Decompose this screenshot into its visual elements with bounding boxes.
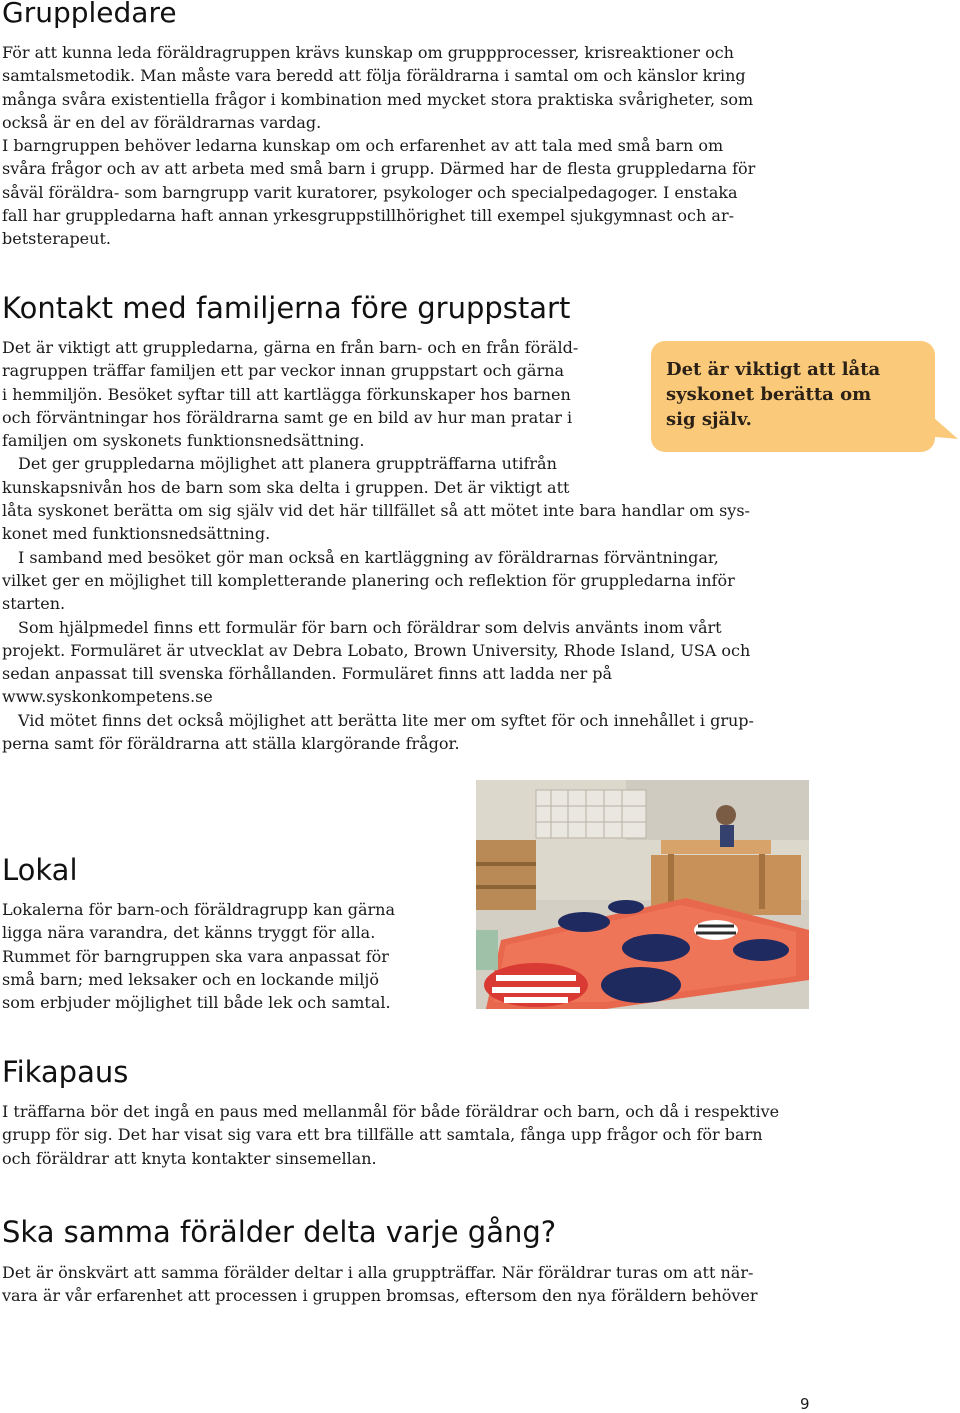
heading-fikapaus: Fikapaus [2,1055,129,1089]
text-line: grupp för sig. Det har visat sig vara ett bra tillfälle att samtala, fånga upp frågor och för barn [2,1125,763,1145]
text-line: vilket ger en möjlighet till kompletterande planering och reflektion för gruppledarna inför [2,570,735,590]
paragraph-kontakt [2,336,754,755]
paragraph-samma-foralder [2,1261,758,1308]
text-line: konet med funktionsnedsättning. [2,524,271,544]
callout-tail [925,410,959,444]
callout-line: syskonet berätta om [666,384,872,405]
page-number: 9 [800,1395,810,1413]
paragraph-lokal [2,898,395,1014]
text-line: och förväntningar hos föräldrarna samt ge en bild av hur man pratar i [2,407,573,427]
callout-text [666,357,880,432]
text-line: små barn; med leksaker och en lockande miljö [2,969,380,989]
text-line: samtalsmetodik. Man måste vara beredd att följa föräldrarna i samtal om och känslor kring [2,66,746,86]
text-line: projekt. Formuläret är utvecklat av Debra Lobato, Brown University, Rhode Island, USA och [2,640,751,660]
website-link[interactable]: www.syskonkompetens.se [2,687,213,707]
playroom-illustration [476,780,809,1009]
text-line: ligga nära varandra, det känns tryggt för alla. [2,923,376,943]
callout-line: Det är viktigt att låta [666,359,881,380]
text-line: i hemmiljön. Besöket syftar till att kartlägga förkunskaper hos barnen [2,384,571,404]
text-line: många svåra existentiella frågor i kombination med mycket stora praktiska svårigheter, som [2,89,754,109]
text-line: och föräldrar att knyta kontakter sinsemellan. [2,1148,377,1168]
text-line: Vid mötet finns det också möjlighet att berätta lite mer om syftet för och innehållet i grup- [18,710,754,730]
heading-samma-foralder: Ska samma förälder delta varje gång? [2,1215,557,1249]
heading-gruppledare: Gruppledare [2,0,177,29]
text-line: ragruppen träffar familjen ett par veckor innan gruppstart och gärna [2,361,565,381]
callout-bubble [651,341,935,452]
text-line: Som hjälpmedel finns ett formulär för barn och föräldrar som delvis använts inom vårt [18,617,722,637]
callout-line: sig själv. [666,409,752,430]
text-line: vara är vår erfarenhet att processen i gruppen bromsas, eftersom den nya föräldern behöver [2,1286,758,1306]
text-line: fall har gruppledarna haft annan yrkesgruppstillhörighet till exempel sjukgymnast och ar- [2,206,734,226]
text-line: Det är önskvärt att samma förälder deltar i alla gruppträffar. När föräldrar turas om att när- [2,1263,754,1282]
text-line: som erbjuder möjlighet till både lek och samtal. [2,993,391,1013]
heading-kontakt: Kontakt med familjerna före gruppstart [2,291,571,325]
text-line: I samband med besöket gör man också en kartläggning av föräldrarnas förväntningar, [18,547,719,567]
text-line: betsterapeut. [2,229,111,249]
text-line: I träffarna bör det ingå en paus med mellanmål för både föräldrar och barn, och då i respektive [2,1102,780,1121]
text-line: kunskapsnivån hos de barn som ska delta i gruppen. Det är viktigt att [2,477,570,497]
paragraph-gruppledare [2,41,755,251]
text-line: såväl föräldra- som barngrupp varit kuratorer, psykologer och specialpedagoger. I enstaka [2,182,738,202]
heading-lokal: Lokal [2,853,78,887]
text-line: För att kunna leda föräldragruppen krävs kunskap om gruppprocesser, krisreaktioner och [2,43,734,62]
text-line: också är en del av föräldrarnas vardag. [2,112,322,132]
text-line: låta syskonet berätta om sig själv vid det här tillfället så att mötet inte bara handlar om sys- [2,501,750,521]
text-line: svåra frågor och av att arbeta med små barn i grupp. Därmed har de flesta gruppledarna för [2,159,756,179]
text-line: perna samt för föräldrarna att ställa klargörande frågor. [2,734,460,754]
text-line: Det ger gruppledarna möjlighet att planera gruppträffarna utifrån [18,454,557,474]
text-line: Rummet för barngruppen ska vara anpassat för [2,946,389,966]
text-line: sedan anpassat till svenska förhållanden. Formuläret finns att ladda ner på [2,664,613,684]
playroom-photo [476,780,809,1009]
text-line: I barngruppen behöver ledarna kunskap om och erfarenhet av att tala med små barn om [2,136,724,156]
text-line: Det är viktigt att gruppledarna, gärna en från barn- och en från föräld- [2,338,579,357]
paragraph-fikapaus [2,1100,779,1170]
text-line: starten. [2,594,66,614]
text-line: familjen om syskonets funktionsnedsättning. [2,431,365,451]
text-line: Lokalerna för barn-och föräldragrupp kan gärna [2,900,396,919]
